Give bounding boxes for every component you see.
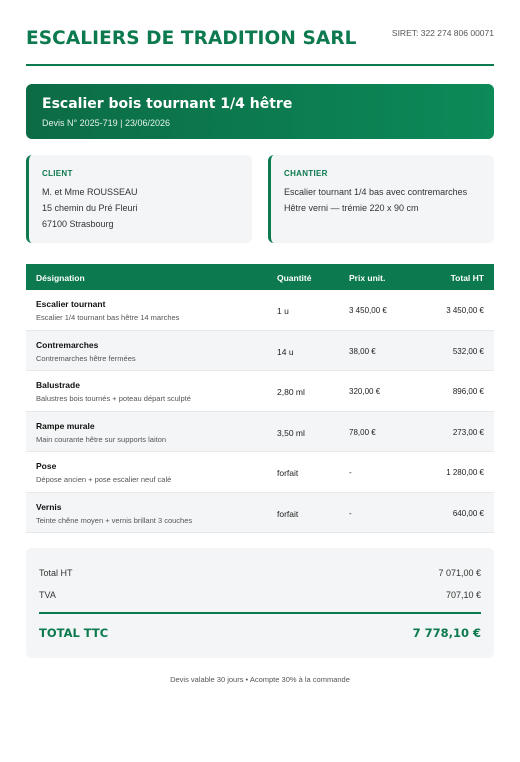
client-street: 15 chemin du Pré Fleuri (42, 203, 138, 213)
client-city: 67100 Strasbourg (42, 219, 114, 229)
header-designation: Désignation (36, 273, 85, 283)
site-card (268, 155, 494, 243)
header-quantity: Quantité (277, 273, 312, 283)
item-unit-price: 320,00 € (349, 387, 381, 396)
item-description: Balustres bois tournés + poteau départ sculpté (36, 394, 191, 403)
quote-number-date: Devis N° 2025-719 | 23/06/2026 (42, 118, 171, 128)
totals-panel (26, 548, 494, 658)
grand-total-label: TOTAL TTC (39, 626, 109, 640)
item-description: Main courante hêtre sur supports laiton (36, 434, 167, 444)
item-total: 273,00 € (452, 427, 484, 437)
tax-value: 707,10 € (445, 590, 481, 600)
company-name: ESCALIERS DE TRADITION SARL (26, 28, 357, 49)
item-total: 1 280,00 € (446, 468, 484, 477)
item-unit-price: 78,00 € (349, 427, 376, 437)
table-row (26, 371, 494, 412)
item-total: 3 450,00 € (446, 306, 484, 315)
item-unit-price: 38,00 € (349, 346, 376, 356)
table-row (26, 331, 494, 372)
item-quantity: forfait (277, 508, 299, 519)
table-row (26, 452, 494, 493)
item-total: 896,00 € (452, 387, 484, 396)
client-card (26, 155, 252, 243)
table-row (26, 412, 494, 453)
item-quantity: 14 u (277, 346, 294, 357)
table-header (26, 264, 494, 290)
item-quantity: 1 u (277, 306, 289, 316)
item-name: Vernis (36, 501, 62, 512)
header-unit-price: Prix unit. (349, 273, 386, 283)
item-description: Contremarches hêtre fermées (36, 353, 136, 363)
siret-number: SIRET: 322 274 806 00071 (391, 28, 494, 38)
item-quantity: forfait (277, 468, 299, 478)
item-name: Contremarches (36, 339, 99, 350)
quote-banner (26, 84, 494, 139)
subtotal-value: 7 071,00 € (438, 568, 481, 578)
quote-table (26, 264, 494, 533)
item-quantity: 3,50 ml (277, 427, 305, 438)
item-total: 640,00 € (452, 508, 484, 518)
item-quantity: 2,80 ml (277, 387, 305, 397)
table-row (26, 493, 494, 534)
subtotal-line (39, 568, 481, 578)
site-card-title: CHANTIER (284, 169, 328, 178)
grand-total-value: 7 778,10 € (412, 626, 481, 640)
totals-divider (39, 612, 481, 614)
site-details: Hêtre verni — trémie 220 x 90 cm (284, 203, 419, 213)
table-row (26, 290, 494, 331)
item-name: Escalier tournant (36, 299, 106, 309)
tax-line (39, 590, 481, 600)
site-description: Escalier tournant 1/4 bas avec contremarches (284, 187, 468, 197)
item-description: Teinte chêne moyen + vernis brillant 3 couches (36, 515, 193, 525)
subtotal-label: Total HT (39, 568, 73, 578)
document-header (26, 26, 494, 66)
item-description: Dépose ancien + pose escalier neuf calé (36, 475, 172, 484)
item-name: Balustrade (36, 380, 80, 390)
item-name: Rampe murale (36, 420, 95, 431)
grand-total-line (39, 626, 481, 640)
quote-title: Escalier bois tournant 1/4 hêtre (42, 96, 293, 112)
header-total: Total HT (450, 273, 484, 283)
item-description: Escalier 1/4 tournant bas hêtre 14 marches (36, 313, 180, 322)
item-unit-price: - (349, 468, 352, 477)
footer-note: Devis valable 30 jours • Acompte 30% à la commande (170, 675, 350, 684)
item-unit-price: - (349, 508, 352, 518)
item-name: Pose (36, 461, 57, 471)
item-total: 532,00 € (452, 346, 484, 356)
client-card-title: CLIENT (42, 169, 73, 178)
tax-label: TVA (39, 590, 56, 600)
client-name: M. et Mme ROUSSEAU (42, 187, 138, 197)
item-unit-price: 3 450,00 € (349, 306, 387, 315)
